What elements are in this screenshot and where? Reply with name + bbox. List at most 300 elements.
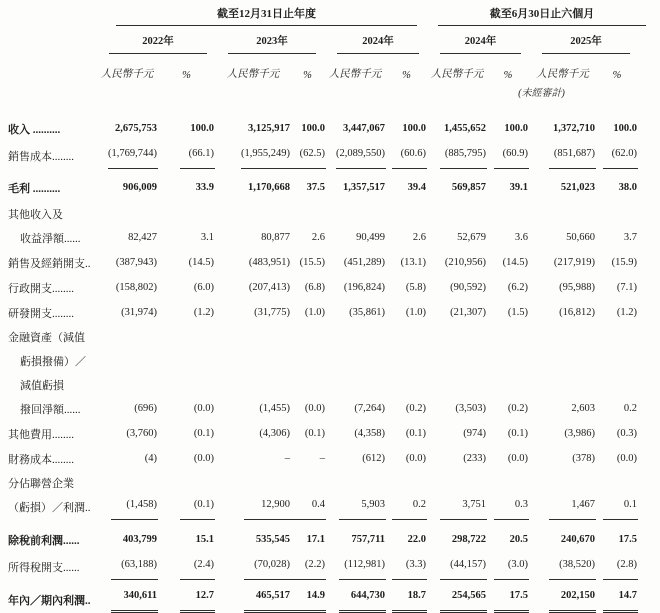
cell-percent	[487, 99, 529, 142]
cell-value	[96, 447, 158, 472]
cell-percent	[596, 472, 638, 520]
cell-text: 3.7	[623, 232, 637, 243]
cell-text: (217,919)	[553, 257, 595, 268]
cell-value	[324, 580, 386, 613]
table-row	[8, 422, 638, 447]
cell-text: (885,795)	[440, 142, 487, 169]
cell-value	[96, 580, 158, 613]
header-spacer	[8, 54, 96, 81]
cell-text: (62.5)	[291, 142, 326, 169]
cell-text: 14.9	[291, 584, 326, 613]
cell-value	[96, 251, 158, 276]
row-label-line: 財務成本........	[8, 454, 74, 466]
row-label	[8, 472, 96, 520]
cell-percent	[158, 201, 215, 251]
row-label-line: 虧損撥備）／	[20, 356, 86, 368]
row-label	[8, 251, 96, 276]
cell-percent	[487, 326, 529, 422]
cell-value	[529, 276, 596, 301]
cell-text: 20.5	[509, 534, 528, 545]
cell-text: (13.1)	[400, 257, 426, 268]
cell-value	[324, 472, 386, 520]
cell-text: (387,943)	[115, 257, 157, 268]
cell-percent	[386, 99, 427, 142]
cell-text: (0.0)	[193, 403, 214, 414]
row-label	[8, 276, 96, 301]
year-column-2025-interim: 2025年	[529, 26, 638, 54]
cell-value	[215, 520, 291, 553]
period-group-annual-label: 截至12月31日止年度	[116, 5, 417, 26]
cell-text: 80,877	[261, 232, 290, 243]
row-label-line: 其他收入及	[8, 209, 63, 221]
cell-text: 521,023	[560, 182, 595, 193]
cell-text: 0.2	[623, 403, 637, 414]
row-label	[8, 520, 96, 553]
cell-value	[529, 520, 596, 553]
cell-text: 0.3	[494, 493, 529, 520]
period-group-annual	[96, 5, 427, 26]
cell-text: 1,357,517	[343, 182, 385, 193]
cell-percent	[596, 142, 638, 169]
cell-percent	[158, 447, 215, 472]
cell-value	[529, 301, 596, 326]
cell-percent	[291, 301, 324, 326]
year-column-2024-interim: 2024年	[427, 26, 529, 54]
cell-percent	[386, 201, 427, 251]
row-label-line: 毛利 ..........	[8, 183, 61, 195]
row-label-line: 收益淨額......	[20, 233, 81, 245]
cell-percent	[596, 276, 638, 301]
cell-percent	[291, 251, 324, 276]
cell-text: 82,427	[128, 232, 157, 243]
cell-value	[427, 169, 487, 201]
row-label	[8, 326, 96, 422]
cell-text: 17.1	[306, 534, 325, 545]
cell-percent	[158, 472, 215, 520]
cell-text: (15.5)	[299, 257, 325, 268]
cell-text: 17.5	[618, 534, 637, 545]
cell-value	[324, 99, 386, 142]
cell-percent	[487, 276, 529, 301]
cell-text: (6.8)	[304, 282, 325, 293]
table-row	[8, 169, 638, 201]
cell-value	[427, 422, 487, 447]
cell-text: 403,799	[122, 534, 157, 545]
cell-value	[96, 422, 158, 447]
cell-value	[215, 472, 291, 520]
cell-text: (3.3)	[392, 553, 427, 580]
currency-unit-label: 人民幣千元	[328, 69, 382, 80]
cell-text: 644,730	[339, 584, 386, 613]
cell-percent	[291, 169, 324, 201]
cell-text: (3,760)	[126, 428, 157, 439]
cell-text: 2.6	[311, 232, 325, 243]
cell-text: 17.5	[494, 584, 529, 613]
row-label-line: 所得稅開支......	[8, 562, 80, 574]
cell-text: 465,517	[244, 584, 291, 613]
cell-text: (7.1)	[616, 282, 637, 293]
table-row	[8, 251, 638, 276]
cell-value	[215, 99, 291, 142]
cell-text: (2.8)	[603, 553, 638, 580]
cell-text: 14.7	[603, 584, 638, 613]
cell-text: (0.1)	[507, 428, 528, 439]
cell-value	[324, 142, 386, 169]
period-group-row	[8, 5, 638, 26]
cell-value	[324, 422, 386, 447]
cell-text: 3,125,917	[248, 123, 290, 134]
cell-text: (6.2)	[507, 282, 528, 293]
cell-text: 15.1	[195, 534, 214, 545]
table-row	[8, 553, 638, 580]
cell-text: (2.4)	[180, 553, 215, 580]
row-label-line: 其他費用........	[8, 429, 74, 441]
row-label	[8, 142, 96, 169]
year-column-2024: 2024年	[324, 26, 427, 54]
cell-value	[529, 580, 596, 613]
cell-value	[215, 142, 291, 169]
cell-value	[96, 142, 158, 169]
cell-text: (31,775)	[254, 307, 290, 318]
cell-value	[215, 276, 291, 301]
cell-percent	[291, 580, 324, 613]
cell-text: (2,089,550)	[336, 142, 386, 169]
row-label-line: （虧損）／利潤..	[8, 502, 91, 514]
cell-percent	[596, 520, 638, 553]
cell-percent	[487, 580, 529, 613]
cell-value	[529, 251, 596, 276]
table-row	[8, 520, 638, 553]
cell-text: 12,900	[244, 493, 291, 520]
cell-text: 50,660	[566, 232, 595, 243]
cell-value	[427, 251, 487, 276]
cell-text: (1,955,249)	[241, 142, 291, 169]
cell-percent	[291, 326, 324, 422]
percent-label: %	[402, 70, 411, 81]
cell-value	[96, 99, 158, 142]
cell-percent	[487, 447, 529, 472]
cell-text: 2,603	[571, 403, 595, 414]
currency-unit-label: 人民幣千元	[430, 69, 484, 80]
cell-text: (851,687)	[549, 142, 596, 169]
cell-text: (233)	[463, 453, 486, 464]
cell-text: (3,986)	[564, 428, 595, 439]
row-label	[8, 99, 96, 142]
cell-text: 0.1	[603, 493, 638, 520]
cell-text: 2,675,753	[115, 123, 157, 134]
cell-value	[215, 422, 291, 447]
currency-unit-label: 人民幣千元	[100, 69, 154, 80]
row-label-line: 減值虧損	[20, 380, 64, 392]
cell-text: (70,028)	[244, 553, 291, 580]
cell-text: (0.2)	[507, 403, 528, 414]
cell-text: (5.8)	[405, 282, 426, 293]
cell-text: 906,009	[122, 182, 157, 193]
cell-text: (378)	[572, 453, 595, 464]
table-row	[8, 142, 638, 169]
cell-value	[427, 520, 487, 553]
cell-text: (14.5)	[188, 257, 214, 268]
cell-percent	[291, 99, 324, 142]
cell-value	[96, 472, 158, 520]
cell-text: 33.9	[195, 182, 214, 193]
cell-value	[427, 580, 487, 613]
unaudited-note: (未經審計)	[518, 88, 565, 99]
row-label	[8, 447, 96, 472]
cell-text: (21,307)	[450, 307, 486, 318]
cell-value	[427, 553, 487, 580]
cell-value	[215, 447, 291, 472]
cell-value	[427, 301, 487, 326]
cell-text: (63,188)	[111, 553, 158, 580]
cell-text: 0.2	[392, 493, 427, 520]
cell-text: (1.2)	[616, 307, 637, 318]
cell-text: (4,358)	[354, 428, 385, 439]
table-row	[8, 301, 638, 326]
cell-text: 3.1	[200, 232, 214, 243]
table-header	[8, 5, 638, 99]
cell-text: (90,592)	[450, 282, 486, 293]
cell-text: 100.0	[613, 123, 637, 134]
cell-value	[215, 553, 291, 580]
cell-percent	[386, 472, 427, 520]
row-label-line: 收入 ..........	[8, 124, 61, 136]
cell-text: (207,413)	[248, 282, 290, 293]
cell-text: 37.5	[306, 182, 325, 193]
table-row	[8, 472, 638, 520]
cell-value	[529, 447, 596, 472]
cell-percent	[158, 251, 215, 276]
cell-value	[427, 99, 487, 142]
row-label-line: 銷售成本........	[8, 151, 74, 163]
year-row	[8, 26, 638, 54]
row-label-line: 除稅前利潤......	[8, 535, 80, 547]
cell-text: (35,861)	[349, 307, 385, 318]
cell-text: (3,503)	[455, 403, 486, 414]
cell-value	[96, 201, 158, 251]
cell-text: (1.2)	[193, 307, 214, 318]
cell-percent	[386, 142, 427, 169]
cell-percent	[386, 422, 427, 447]
cell-text: 3,447,067	[343, 123, 385, 134]
row-label	[8, 169, 96, 201]
cell-text: (0.0)	[193, 453, 214, 464]
cell-value	[96, 520, 158, 553]
cell-text: (60.6)	[392, 142, 427, 169]
cell-text: (974)	[463, 428, 486, 439]
cell-value	[96, 553, 158, 580]
cell-value	[529, 472, 596, 520]
cell-text: (196,824)	[343, 282, 385, 293]
cell-value	[427, 447, 487, 472]
row-label	[8, 553, 96, 580]
cell-text: (451,289)	[343, 257, 385, 268]
percent-label: %	[503, 70, 513, 81]
cell-percent	[158, 276, 215, 301]
cell-percent	[158, 520, 215, 553]
cell-value	[427, 326, 487, 422]
row-label-line: 撥回淨額......	[20, 404, 81, 416]
row-label-line: 金融資產（減值	[8, 332, 85, 344]
cell-percent	[386, 276, 427, 301]
cell-value	[529, 553, 596, 580]
cell-text: 240,670	[560, 534, 595, 545]
percent-label: %	[303, 70, 312, 81]
cell-text: 0.4	[291, 493, 326, 520]
cell-value	[215, 301, 291, 326]
cell-text: (4,306)	[259, 428, 290, 439]
cell-percent	[487, 422, 529, 447]
row-label-line: 研發開支........	[8, 308, 74, 320]
cell-text: 100.0	[402, 123, 426, 134]
table-row	[8, 276, 638, 301]
row-label	[8, 422, 96, 447]
cell-text: (16,812)	[559, 307, 595, 318]
cell-text: (7,264)	[354, 403, 385, 414]
row-label	[8, 301, 96, 326]
cell-text: 3,751	[440, 493, 487, 520]
cell-text: (1,458)	[111, 493, 158, 520]
cell-percent	[386, 169, 427, 201]
cell-text: 18.7	[392, 584, 427, 613]
cell-value	[96, 301, 158, 326]
cell-text: 1,455,652	[444, 123, 486, 134]
cell-value	[215, 580, 291, 613]
cell-text: (210,956)	[444, 257, 486, 268]
cell-text: 39.4	[407, 182, 426, 193]
row-label	[8, 201, 96, 251]
cell-value	[215, 326, 291, 422]
cell-percent	[596, 553, 638, 580]
currency-unit-label: 人民幣千元	[226, 69, 280, 80]
cell-text: (3.0)	[494, 553, 529, 580]
cell-percent	[158, 301, 215, 326]
cell-text: 2.6	[412, 232, 426, 243]
cell-text: (44,157)	[440, 553, 487, 580]
row-label-line: 銷售及經銷開支..	[8, 258, 91, 270]
cell-text: (1.0)	[405, 307, 426, 318]
cell-value	[529, 142, 596, 169]
income-statement-table	[8, 5, 638, 613]
cell-text: (0.1)	[180, 493, 215, 520]
cell-value	[96, 276, 158, 301]
cell-percent	[386, 326, 427, 422]
cell-percent	[291, 553, 324, 580]
cell-text: (4)	[144, 453, 157, 464]
table-row	[8, 580, 638, 613]
cell-value	[324, 520, 386, 553]
cell-text: (0.0)	[616, 453, 637, 464]
cell-value	[427, 142, 487, 169]
cell-percent	[596, 301, 638, 326]
cell-percent	[158, 326, 215, 422]
cell-value	[324, 553, 386, 580]
cell-percent	[386, 553, 427, 580]
row-label-line: 分佔聯營企業	[8, 478, 74, 490]
cell-percent	[291, 447, 324, 472]
cell-percent	[386, 520, 427, 553]
cell-percent	[291, 276, 324, 301]
header-spacer	[8, 26, 96, 54]
cell-text: 12.7	[180, 584, 215, 613]
cell-text: (31,974)	[121, 307, 157, 318]
cell-percent	[596, 99, 638, 142]
cell-percent	[291, 422, 324, 447]
cell-value	[324, 326, 386, 422]
cell-percent	[291, 142, 324, 169]
cell-text: (62.0)	[603, 142, 638, 169]
cell-text: (0.1)	[304, 428, 325, 439]
cell-value	[529, 326, 596, 422]
cell-percent	[487, 301, 529, 326]
cell-percent	[386, 251, 427, 276]
cell-text: (612)	[362, 453, 385, 464]
cell-text: (0.1)	[405, 428, 426, 439]
cell-text: (14.5)	[502, 257, 528, 268]
cell-text: 254,565	[440, 584, 487, 613]
cell-text: (0.3)	[616, 428, 637, 439]
cell-percent	[596, 580, 638, 613]
cell-value	[96, 169, 158, 201]
cell-text: –	[319, 453, 325, 464]
period-group-interim	[427, 5, 638, 26]
row-label	[8, 580, 96, 613]
cell-text: (6.0)	[193, 282, 214, 293]
cell-text: (1.5)	[507, 307, 528, 318]
cell-text: (95,988)	[559, 282, 595, 293]
cell-value	[427, 472, 487, 520]
cell-value	[324, 251, 386, 276]
cell-text: 39.1	[509, 182, 528, 193]
cell-text: (66.1)	[180, 142, 215, 169]
year-column-2022: 2022年	[96, 26, 215, 54]
cell-percent	[487, 472, 529, 520]
cell-percent	[596, 422, 638, 447]
cell-text: (2.2)	[291, 553, 326, 580]
cell-text: (15.9)	[611, 257, 637, 268]
cell-text: (112,981)	[339, 553, 386, 580]
table-row	[8, 326, 638, 422]
cell-text: 90,499	[356, 232, 385, 243]
cell-text: (1,769,744)	[108, 142, 158, 169]
cell-text: 5,903	[339, 493, 386, 520]
cell-percent	[291, 472, 324, 520]
cell-text: (1.0)	[304, 307, 325, 318]
cell-text: (158,802)	[115, 282, 157, 293]
cell-text: –	[284, 453, 290, 464]
cell-text: (0.0)	[507, 453, 528, 464]
cell-text: (0.0)	[405, 453, 426, 464]
percent-label: %	[612, 70, 622, 81]
cell-percent	[158, 422, 215, 447]
cell-text: 22.0	[407, 534, 426, 545]
cell-text: (0.0)	[304, 403, 325, 414]
cell-text: (60.9)	[494, 142, 529, 169]
cell-text: (696)	[134, 403, 157, 414]
cell-value	[215, 251, 291, 276]
unit-row	[8, 54, 638, 81]
cell-text: 298,722	[451, 534, 486, 545]
cell-percent	[386, 447, 427, 472]
cell-text: 100.0	[301, 123, 325, 134]
cell-value	[215, 201, 291, 251]
cell-percent	[158, 553, 215, 580]
cell-text: 757,711	[351, 534, 385, 545]
unaudited-row	[8, 81, 638, 99]
cell-text: 38.0	[618, 182, 637, 193]
cell-text: 340,611	[111, 584, 158, 613]
cell-value	[324, 201, 386, 251]
